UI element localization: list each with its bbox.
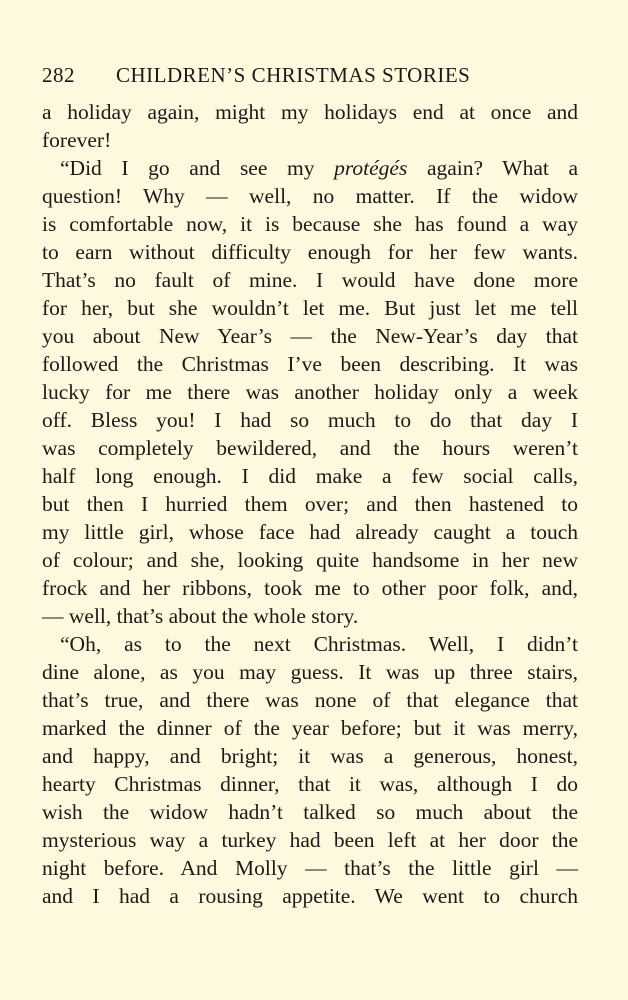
text-run: “Oh, as to the next Christmas. Well, I didn’t (60, 632, 578, 656)
text-line (42, 266, 578, 294)
text-run: again? What a (407, 156, 578, 180)
text-line (42, 826, 578, 854)
text-run: mysterious way a turkey had been left at her door the (42, 828, 578, 852)
text-line (42, 294, 578, 322)
text-run: a holiday again, might my holidays end at once and (42, 100, 578, 124)
text-line (42, 546, 578, 574)
text-run: but then I hurried them over; and then hastened to (42, 492, 578, 516)
text-run: and I had a rousing appetite. We went to church (42, 884, 578, 908)
text-run: to earn without difficulty enough for her few wants. (42, 240, 578, 264)
text-line (42, 434, 578, 462)
text-run: my little girl, whose face had already caught a touch (42, 520, 578, 544)
text-run: question! Why — well, no matter. If the widow (42, 184, 578, 208)
text-run: “Did I go and see my (60, 156, 335, 180)
text-run: frock and her ribbons, took me to other poor folk, and, (42, 576, 578, 600)
text-line (42, 406, 578, 434)
text-line (42, 182, 578, 210)
page-number: 282 (42, 63, 75, 87)
text-run: wish the widow hadn’t talked so much about the (42, 800, 578, 824)
text-run: lucky for me there was another holiday only a week (42, 380, 578, 404)
text-line (42, 658, 578, 686)
text-line (42, 574, 578, 602)
text-line (42, 518, 578, 546)
text-line (42, 882, 578, 910)
text-line (42, 490, 578, 518)
text-run: half long enough. I did make a few social calls, (42, 464, 578, 488)
text-line (42, 854, 578, 882)
text-line (42, 770, 578, 798)
text-run: — well, that’s about the whole story. (42, 604, 359, 628)
text-line (42, 322, 578, 350)
body-text (42, 98, 578, 910)
text-line (42, 714, 578, 742)
text-line (42, 210, 578, 238)
text-run: that’s true, and there was none of that elegance that (42, 688, 578, 712)
text-run: for her, but she wouldn’t let me. But just let me tell (42, 296, 578, 320)
running-head (42, 60, 578, 90)
text-run: you about New Year’s — the New-Year’s day that (42, 324, 578, 348)
text-line (42, 686, 578, 714)
text-run: hearty Christmas dinner, that it was, although I do (42, 772, 578, 796)
text-line (42, 238, 578, 266)
text-run: was completely bewildered, and the hours weren’t (42, 436, 578, 460)
text-line (42, 154, 578, 182)
text-run: off. Bless you! I had so much to do that day I (42, 408, 578, 432)
text-run: followed the Christmas I’ve been describing. It was (42, 352, 578, 376)
text-line (42, 798, 578, 826)
text-line (42, 350, 578, 378)
text-run: night before. And Molly — that’s the little girl — (42, 856, 578, 880)
text-line (42, 462, 578, 490)
text-line (42, 630, 578, 658)
text-run: dine alone, as you may guess. It was up three stairs, (42, 660, 578, 684)
text-run: That’s no fault of mine. I would have done more (42, 268, 578, 292)
text-run: marked the dinner of the year before; but it was merry, (42, 716, 578, 740)
text-line (42, 742, 578, 770)
text-line (42, 98, 578, 126)
text-line (42, 126, 578, 154)
running-title: CHILDREN’S CHRISTMAS STORIES (116, 63, 471, 87)
text-run: forever! (42, 128, 112, 152)
text-run: is comfortable now, it is because she has found a way (42, 212, 578, 236)
text-run: and happy, and bright; it was a generous, honest, (42, 744, 578, 768)
text-line (42, 602, 578, 630)
text-run: of colour; and she, looking quite handsome in her new (42, 548, 578, 572)
italic-text: protégés (334, 156, 408, 180)
text-line (42, 378, 578, 406)
